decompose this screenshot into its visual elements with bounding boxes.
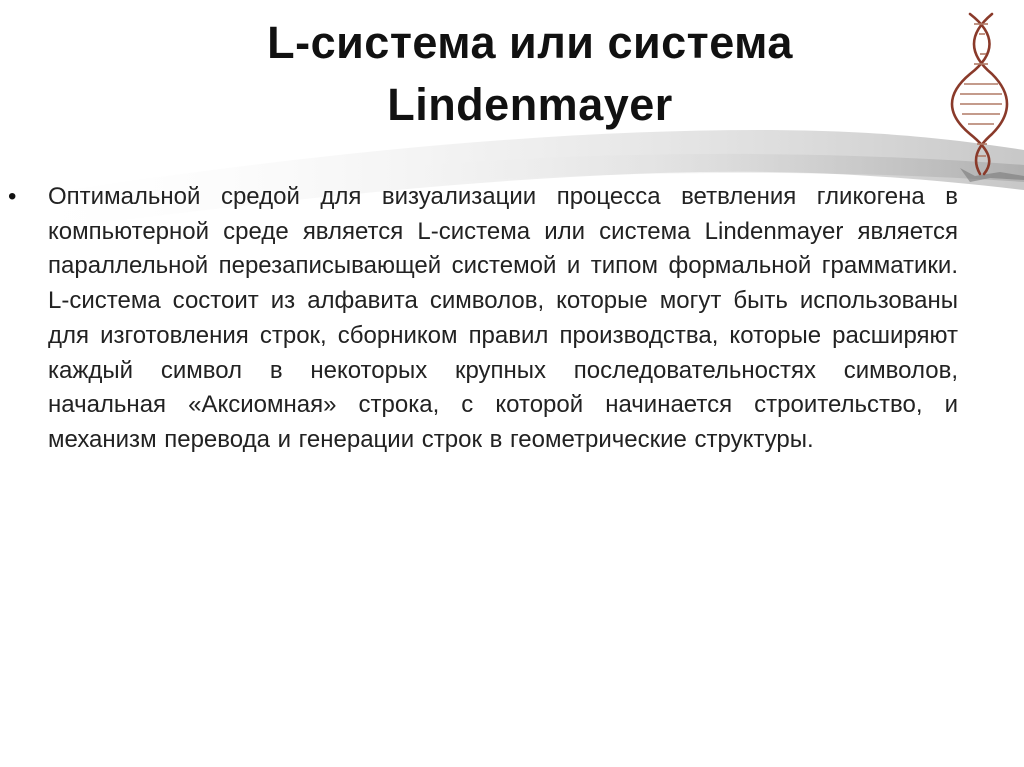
bullet-icon: •	[8, 183, 17, 210]
slide-body	[6, 180, 958, 458]
title-line-1: L-система или система	[267, 17, 793, 68]
dna-helix-icon	[950, 8, 1014, 178]
bullet-item	[6, 180, 958, 458]
title-line-2: Lindenmayer	[387, 79, 673, 130]
slide-title	[120, 12, 940, 136]
bullet-text: Оптимальной средой для визуализации процесса ветвления гликогена в компьютерной среде является L-система или система Lindenmayer является параллельной перезаписывающей системой и типом формальной грамматики. L-система состоит из алфавита символов, которые могут быть использованы для изготовления строк, сборником правил производства, которые расширяют каждый символ в некоторых крупных последовательностях символов, начальная «Аксиомная» строка, с которой начинается строительство, и механизм перевода и генерации строк в геометрические структуры.	[48, 183, 958, 453]
